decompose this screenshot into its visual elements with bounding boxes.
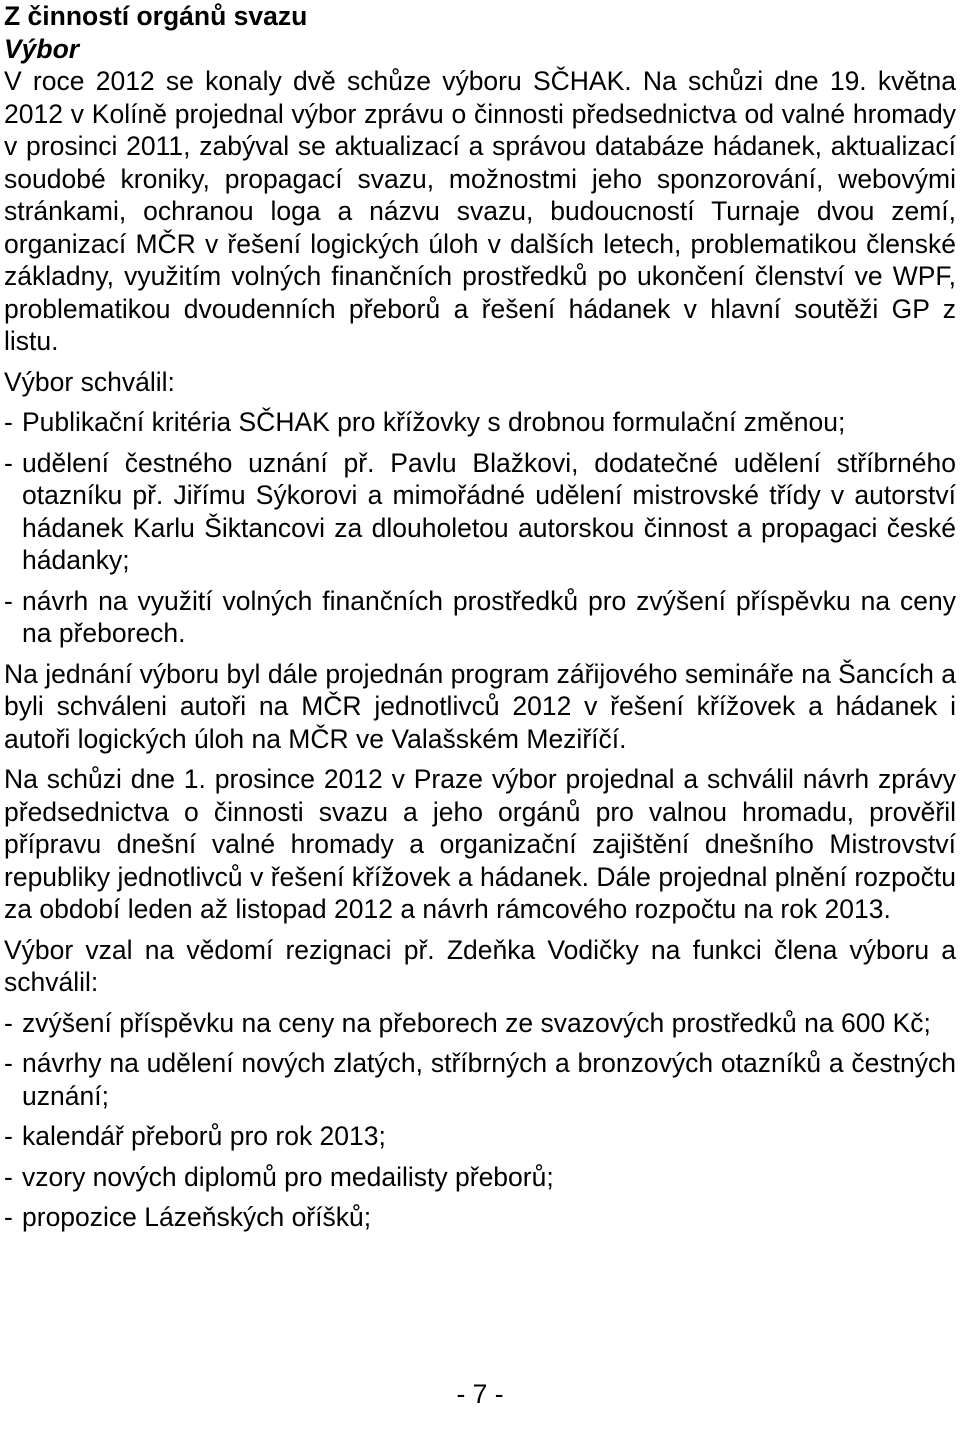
paragraph-4: Na schůzi dne 1. prosince 2012 v Praze výbor projednal a schválil návrh zprávy předsednictva o činnosti svazu a jeho orgánů pro valnou hromadu, prověřil přípravu dnešní valné hromady a organizační zajištění dnešního Mistrovství republiky jednotlivců v řešení křížovek a hádanek. Dále projednal plnění rozpočtu za období leden až listopad 2012 a návrh rámcového rozpočtu na rok 2013. xyxy=(4,764,956,924)
list-item-text: Publikační kritéria SČHAK pro křížovky s drobnou formulační změnou; xyxy=(22,407,846,437)
paragraph-1: V roce 2012 se konaly dvě schůze výboru SČHAK. Na schůzi dne 19. května 2012 v Kolíně projednal výbor zprávu o činnosti předsednictva od valné hromady v prosinci 2011, zabýval se aktualizací a správou databáze hádanek, aktualizací soudobé kroniky, propagací svazu, možnostmi jeho sponzorování, webovými stránkami, ochranou loga a názvu svazu, budoucností Turnaje dvou zemí, organizací MČR v řešení logických úloh v dalších letech, problematikou členské základny, využitím volných finančních prostředků po ukončení členství ve WPF, problematikou dvoudenních přeborů a řešení hádanek v hlavní soutěži GP z listu. xyxy=(4,66,956,356)
list-dash: - xyxy=(4,1202,13,1232)
subsection-heading: Výbor xyxy=(4,33,80,64)
list-item xyxy=(4,1201,956,1234)
list-dash: - xyxy=(4,1048,13,1078)
list-dash: - xyxy=(4,447,13,478)
page-number: - 7 - xyxy=(456,1379,504,1409)
list-item xyxy=(4,585,956,650)
list-dash: - xyxy=(4,1161,13,1192)
list-dash: - xyxy=(4,407,13,437)
list-item xyxy=(4,447,956,577)
list-item-text: kalendář přeborů pro rok 2013; xyxy=(22,1121,386,1151)
list-item-text: udělení čestného uznání př. Pavlu Blažkovi, dodatečné udělení stříbrného otazníku př. Jiřímu Sýkorovi a mimořádné udělení mistrovské třídy v autorství hádanek Karlu Šiktancovi za dlouholetou autorskou činnost a propagaci české hádanky; xyxy=(22,447,956,575)
paragraph-2: Výbor schválil: xyxy=(4,366,175,397)
paragraph-3: Na jednání výboru byl dále projednán program zářijového semináře na Šancích a byli schváleni autoři na MČR jednotlivců 2012 v řešení křížovek a hádanek i autoři logických úloh na MČR ve Valašském Meziříčí. xyxy=(4,658,956,754)
list-item-text: zvýšení příspěvku na ceny na přeborech ze svazových prostředků na 600 Kč; xyxy=(22,1007,931,1038)
list-dash: - xyxy=(4,1121,13,1151)
list-dash: - xyxy=(4,1007,13,1038)
list-item xyxy=(4,1047,956,1112)
list-dash: - xyxy=(4,585,13,616)
list-item xyxy=(4,1161,956,1194)
paragraph-5: Výbor vzal na vědomí rezignaci př. Zdeňka Vodičky na funkci člena výboru a schválil: xyxy=(4,934,956,997)
list-item-text: návrh na využití volných finančních prostředků pro zvýšení příspěvku na ceny na přeborech. xyxy=(22,585,956,648)
list-item-text: vzory nových diplomů pro medailisty přeborů; xyxy=(22,1161,554,1192)
section-heading: Z činností orgánů svazu xyxy=(4,1,308,31)
list-item-text: propozice Lázeňských oříšků; xyxy=(22,1202,372,1232)
list-item xyxy=(4,1007,956,1040)
list-item-text: návrhy na udělení nových zlatých, stříbrných a bronzových otazníků a čestných uznání; xyxy=(22,1048,956,1111)
document-page xyxy=(4,0,956,1242)
list-item xyxy=(4,406,956,439)
list-item xyxy=(4,1120,956,1153)
